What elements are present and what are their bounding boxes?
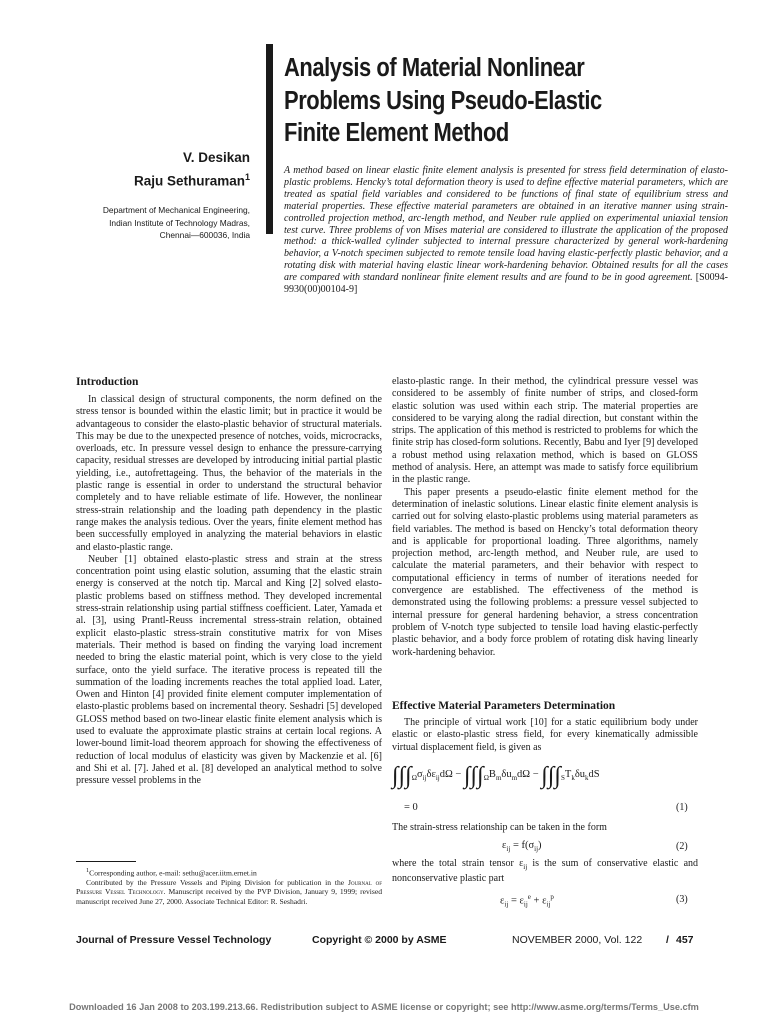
footnote-corresponding-author: Corresponding author, e-mail: sethu@acer.iitm.ernet.in: [89, 868, 257, 878]
right-column-para5: where the total strain tensor $\varepsilon_{ij}$ is the sum of conservative elastic and nonconservative plastic part: [392, 858, 699, 885]
abstract-text: A method based on linear elastic finite element analysis is presented for stress field determination of elasto-plastic problems. Hencky’s total deformation theory is used to define effective material parameters, which are treated as spatial field variables and considered to be functions of final state of equilibrium stress and material properties. These effective material parameters are obtained in an iterative manner using strain-controlled projection method, arc-length method, and Neuber rule applied on experimental uniaxial tension test curve. Three problems of von Mises material are considered to illustrate the application of the proposed method: a thick-walled cylinder subjected to internal pressure characterized by general work-hardening behavior, a V-notch specimen subjected to remote tensile load having elastic-perfectly plastic behavior, and a rotating disk with material having elastic linear work-hardening behavior. Obtained results for all the cases are compared with standard nonlinear finite element results and are found to be in good agreement.: [284, 165, 728, 284]
footnote-mark: 1: [86, 867, 90, 874]
author-1: [183, 150, 250, 165]
affiliation-line: Indian Institute of Technology Madras,: [109, 217, 250, 228]
paragraph-part: is the sum of conservative elastic and nonconservative plastic part: [392, 858, 699, 885]
footer-separator: /: [666, 934, 669, 946]
paragraph: Neuber [1] obtained elasto-plastic stress and strain at the stress concentration point using elastic solution, assuming that the elastic strain energy is conserved at the notch tip. Marcal and King [2] solved elasto-plastic problems based on stiffness method. They developed incremental stress-strain relationship using partial stiffness coefficient. Later, Yamada et al. [3], using Prantl-Reuss incremental stress-strain relation, obtained explicit elasto-plastic stress-strain constitutive matrix for von Mises materials. Their method is based on finding the varying load increment needed to bring the elastic material point, which is very close to the yield surface, onto the yield surface. The iterative process is repeated till the summation of the loading increments reaches the total applied load. Later, Owen and Hinton [4] provided finite element computer implementation of elasto-plastic problems based on incremental theory. Seshadri [5] developed GLOSS method based on two-linear elastic finite element analysis which is used to evaluate the approximate plastic strains at certain local regions. A lower-bound limit-load theorem approach for showing the effectiveness of reduction of local modulus of elasticity was given by Mackenzie et al. [6] and Shi et al. [7]. Jahed et al. [8] developed an analytical method to solve pressure vessel problems in the: [76, 553, 382, 787]
author-2: [134, 172, 250, 189]
footnote: [76, 866, 382, 906]
title-line: Problems Using Pseudo-Elastic: [284, 86, 602, 115]
affiliation: [103, 204, 250, 242]
affiliation-line: Chennai—600036, India: [159, 230, 250, 241]
equation-1: $\int\int\int_\Omega\sigma_{ij}\delta\varepsilon_{ij}d\Omega - \int\int\int_\Omega B_m\delta u_md\Omega - \int\int\int_ST_k\delta u_kdS$: [392, 763, 600, 789]
right-column-para3: [392, 717, 698, 754]
title-accent-bar: [266, 44, 273, 234]
footnote-journal-name: Journal of Pressure Vessel Technology: [76, 877, 382, 897]
paragraph: In classical design of structural components, the norm defined on the stress tensor is bounded within the elastic limit; but in practice it would be advantageous to consider the elasto-plastic behavior of structural materials. This may be due to the unexpected presence of notches, voids, microcracks, overloads, etc. In pressure vessel design to enhance the pressure-carrying capacity, residual stresses are developed by introducing initial partial plastic yielding, i.e., autofrettageing. Thus, the behavior of the materials in the plastic range is essential in order to understand the structural behavior completely and to have reliable estimate of life. However, the nonlinear stress-strain relationship and the loading path dependency in the plastic range makes the analysis tedious. Over the years, finite element method has been successfully employed in analyzing the material behaviors in elastic and elasto-plastic range.: [76, 394, 382, 553]
equation-1-rhs: = 0: [404, 802, 418, 813]
equation-3: $\varepsilon_{ij} = \varepsilon_{ij}^e + \varepsilon_{ij}^p$: [500, 893, 554, 909]
equation-2: $\varepsilon_{ij} = f(\sigma_{ij})$: [502, 840, 542, 854]
title-line: Finite Element Method: [284, 119, 509, 147]
footnote-manuscript-info: . Manuscript received by the PVP Division, January 9, 1999; revised manuscript received June 27, 2000. Associate Technical Editor: R. Seshadri.: [76, 887, 382, 906]
affiliation-line: Department of Mechanical Engineering,: [102, 205, 250, 215]
paragraph: The strain-stress relationship can be taken in the form: [392, 822, 607, 833]
author-name: Raju Sethuraman: [133, 173, 245, 189]
paragraph: This paper presents a pseudo-elastic finite element method for the determination of inelastic solutions. Linear elastic finite element analysis is carried out for solving elasto-plastic problems using material parameters as field variables. The method is based on Hencky’s total deformation theory and is applicable for proportional loading. Three algorithms, namely projection method, arc-length method, and Neuber rule, are used to calculate the material parameters, and their behavior with respect to computational efficiency in terms of number of iterations needed for convergence are established. The effectiveness of the method is demonstrated using the following problems: a pressure vessel subjected to internal pressure for general hardening behavior, a stress concentration problem of V-notch type subjected to tensile load having elastic-perfectly plastic behavior, and a body force problem of rotating disk having linearly work-hardening behavior.: [392, 486, 698, 658]
equation-number: (1): [676, 802, 688, 813]
footer-issue: NOVEMBER 2000, Vol. 122: [512, 934, 643, 946]
title-line: Analysis of Material Nonlinear: [284, 54, 585, 82]
paragraph-part: where the total strain tensor: [392, 858, 514, 869]
left-column: [76, 394, 382, 788]
right-column-top: [392, 376, 698, 659]
paper-title: [284, 52, 662, 150]
section-heading-introduction: Introduction: [76, 376, 139, 388]
equation-number: (3): [676, 894, 688, 905]
footer-page-number: 457: [676, 934, 694, 946]
paragraph: elasto-plastic range. In their method, the cylindrical pressure vessel was considered to be assembly of finite number of strips, and closed-form elastic solution was used within each strip. The material properties are considered to be varying along the radial direction, but constant within the strips. The application of this method is restricted to problems for which the finite strip has closed-form solutions. Recently, Babu and Iyer [9] developed a robust method using relaxation method, which is based on GLOSS method of analysis. Here, an attempt was made to satisfy force equilibrium in the plastic range.: [392, 376, 698, 486]
author-name: V. Desikan: [182, 150, 250, 165]
equation-number: (2): [676, 841, 688, 852]
right-column-para4: [392, 822, 698, 834]
abstract-doi-code: [S0094-9930(00)00104-9]: [284, 272, 728, 296]
author-footnote-mark: 1: [244, 172, 250, 182]
footnote-rule: [76, 861, 136, 862]
footer-copyright: Copyright © 2000 by ASME: [312, 934, 447, 946]
download-notice: Downloaded 16 Jan 2008 to 203.199.213.66. Redistribution subject to ASME license or copyright; see http://www.asme.org/terms/Terms_Use.cfm: [69, 1002, 699, 1012]
section-heading-effective-material: Effective Material Parameters Determination: [392, 700, 616, 712]
footnote-contributed: Contributed by the Pressure Vessels and Piping Division for publication in the: [86, 877, 345, 887]
abstract: [284, 165, 728, 296]
paragraph: The principle of virtual work [10] for a static equilibrium body under elastic or elasto-plastic stress field, for every kinematically admissible virtual displacement field, is given as: [392, 717, 698, 753]
footer-journal-name: Journal of Pressure Vessel Technology: [76, 934, 272, 946]
